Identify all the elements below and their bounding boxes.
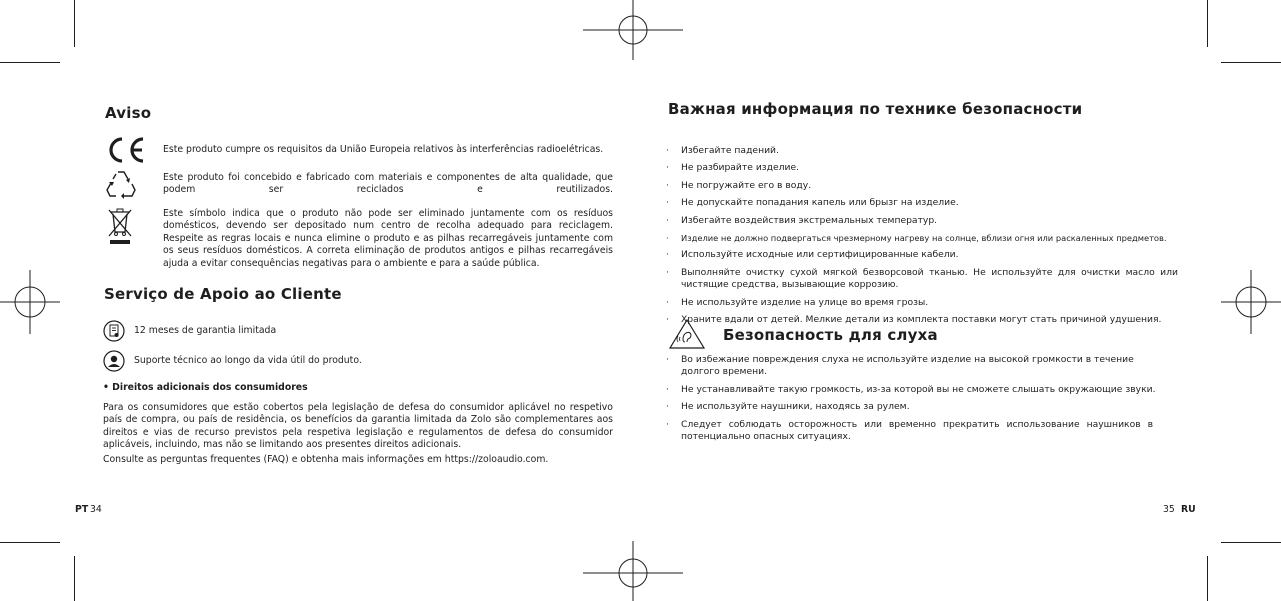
crop-mark [1207,0,1208,47]
rights-title: • Direitos adicionais dos consumidores [103,382,308,393]
footer-page-number: 34 [90,504,102,515]
list-item: · Не разбирайте изделие. [666,162,1178,174]
recycle-icon [105,169,137,199]
list-item: · Используйте исходные или сертифицированные кабели. [666,249,1178,261]
crop-mark [0,542,60,543]
list-item: · Храните вдали от детей. Мелкие детали из комплекта поставки могут стать причиной удушения. [666,314,1178,326]
crop-mark [1221,542,1281,543]
ce-notice-text: Este produto cumpre os requisitos da União Europeia relativos às interferências radioelétricas. [163,144,604,155]
footer-language-code: RU [1181,504,1196,515]
hearing-list [666,354,1178,443]
list-item: · Не допускайте попадания капель или брызг на изделие. [666,197,1178,209]
list-item: · Выполняйте очистку сухой мягкой безворсовой тканью. Не используйте для очистки масло или чистящие средства, вызывающие коррозию. [666,267,1178,292]
crossed-bin-icon [107,206,133,246]
hearing-warning-icon [668,318,706,350]
registration-target-icon [0,270,60,334]
footer-page-number: 35 [1163,504,1175,515]
crop-mark [74,0,75,47]
warranty-document-icon [103,320,125,342]
list-item: · Во избежание повреждения слуха не используйте изделие на высокой громкости в течение долгого времени. [666,354,1178,379]
faq-text: Consulte as perguntas frequentes (FAQ) e obtenha mais informações em https://zoloaudio.com. [103,454,549,465]
crop-mark [1207,556,1208,601]
crop-mark [74,556,75,601]
support-text: Suporte técnico ao longo da vida útil do produto. [134,355,362,366]
registration-target-icon [583,541,683,601]
warranty-text: 12 meses de garantia limitada [134,325,277,336]
ce-mark-icon [105,136,147,164]
crop-mark [0,62,60,63]
list-item: · Не погружайте его в воду. [666,180,1178,192]
list-item: · Не используйте изделие на улице во время грозы. [666,297,1178,309]
notice-title: Aviso [105,104,152,122]
service-title: Serviço de Apoio ao Cliente [104,285,342,303]
list-item: · Избегайте воздействия экстремальных температур. [666,215,1178,227]
weee-notice-text: Este símbolo indica que o produto não pode ser eliminado juntamente com os resíduos domésticos, devendo ser depositado num centro de recolha adequado para reciclagem. Respeite as regras locais e nunca elimine o produto e as pilhas recarregáveis juntamente com os seus resíduos domésticos. A correta eliminação de produtos antigos e pilhas recarregáveis ajuda a evitar consequências negativas para o ambiente e para a saúde pública. [163,208,613,269]
list-item: · Не используйте наушники, находясь за рулем. [666,401,1178,413]
hearing-title: Безопасность для слуха [723,326,938,344]
rights-text: Para os consumidores que estão cobertos pela legislação de defesa do consumidor aplicável no respetivo país de compra, ou país de residência, os benefícios da garantia limitada da Zolo são complementares aos direitos e vias de recurso previstos pela respetiva legislação e regulamentos de defesa do consumidor aplicáveis, incluindo, mas não se limitando aos presentes direitos adicionais. [103,402,613,451]
safety-list [666,145,1178,326]
list-item: · Следует соблюдать осторожность или временно прекратить использование наушников в потенциально опасных ситуациях. [666,419,1178,444]
footer-language-code: PT [75,504,89,515]
list-item: · Избегайте падений. [666,145,1178,157]
list-item: · Изделие не должно подвергаться чрезмерному нагреву на солнце, вблизи огня или раскаленных предметов. [666,232,1178,244]
registration-target-icon [1221,270,1281,334]
registration-target-icon [583,0,683,60]
list-item: · Не устанавливайте такую громкость, из-за которой вы не сможете слышать окружающие звуки. [666,384,1178,396]
support-person-icon [103,350,125,372]
safety-title: Важная информация по технике безопасности [668,100,1083,118]
crop-mark [1221,62,1281,63]
recycle-notice-text: Este produto foi concebido e fabricado com materiais e componentes de alta qualidade, que podem ser reciclados e reutilizados. [163,172,613,196]
